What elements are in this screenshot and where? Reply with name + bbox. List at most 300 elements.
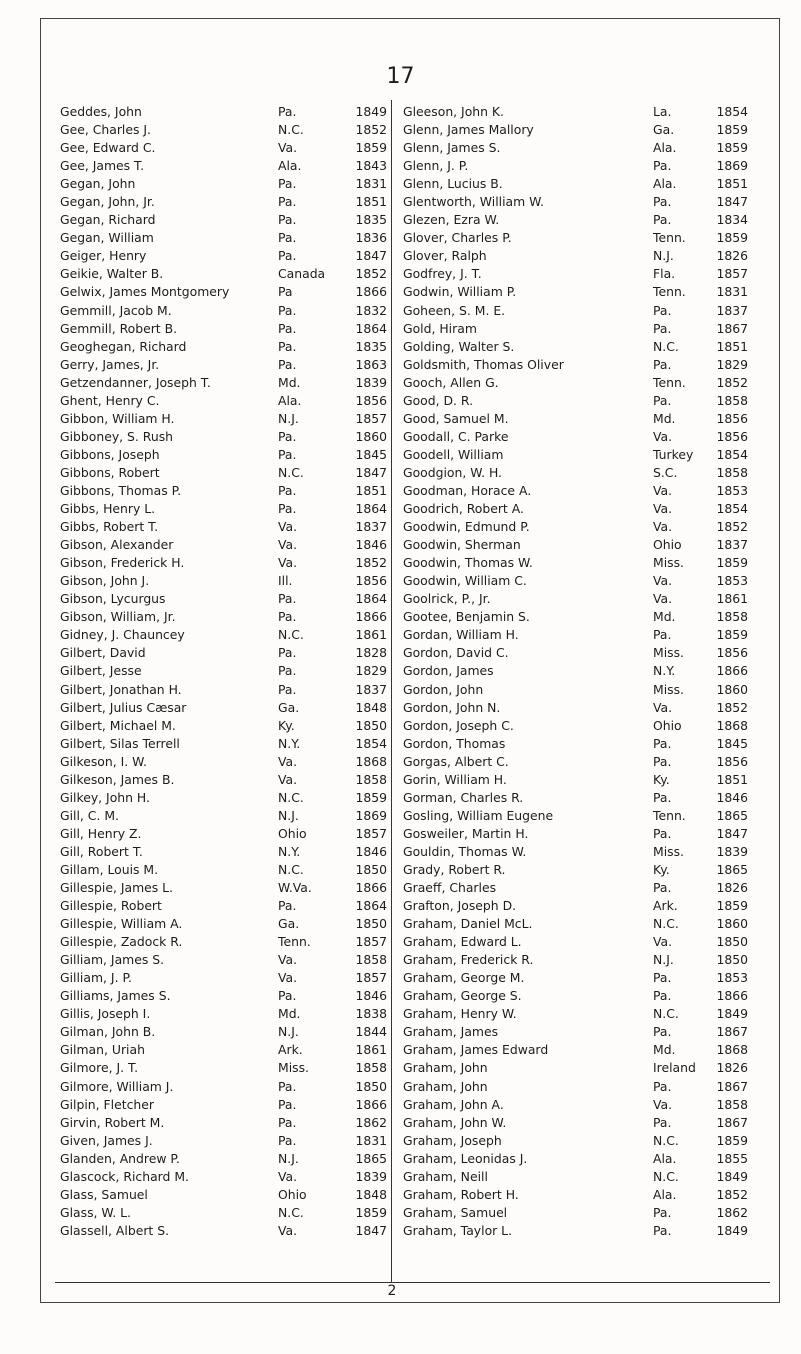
entry-name: Gilbert, Julius Cæsar xyxy=(60,699,187,715)
list-item xyxy=(403,933,748,951)
list-item xyxy=(403,410,748,428)
entry-name: Graham, George S. xyxy=(403,988,522,1004)
entry-name: Grady, Robert R. xyxy=(403,861,506,877)
entry-year: 1859 xyxy=(716,627,748,643)
entry-state: Va. xyxy=(653,934,673,950)
entry-state: Tenn. xyxy=(653,230,686,246)
entry-year: 1860 xyxy=(716,916,748,932)
column-divider xyxy=(391,100,392,1282)
entry-year: 1859 xyxy=(716,555,748,571)
entry-name: Gillam, Louis M. xyxy=(60,861,159,877)
entry-name: Glenn, James S. xyxy=(403,140,501,156)
entry-year: 1846 xyxy=(355,843,387,859)
entry-state: Fla. xyxy=(653,266,676,282)
list-item xyxy=(60,175,387,193)
entry-year: 1831 xyxy=(716,284,748,300)
entry-year: 1855 xyxy=(716,1150,748,1166)
entry-name: Gillespie, William A. xyxy=(60,916,183,932)
entry-year: 1866 xyxy=(355,609,387,625)
entry-year: 1860 xyxy=(355,428,387,444)
entry-state: Pa. xyxy=(653,194,672,210)
entry-year: 1859 xyxy=(355,1204,387,1220)
entry-state: N.J. xyxy=(278,410,299,426)
entry-year: 1857 xyxy=(355,825,387,841)
list-item xyxy=(60,247,387,265)
entry-name: Graham, Samuel xyxy=(403,1204,508,1220)
entry-name: Gidney, J. Chauncey xyxy=(60,627,185,643)
entry-name: Gegan, John xyxy=(60,176,136,192)
entry-name: Given, James J. xyxy=(60,1132,153,1148)
entry-state: La. xyxy=(653,104,672,119)
entry-name: Gilbert, Michael M. xyxy=(60,717,176,733)
entry-year: 1849 xyxy=(716,1222,748,1238)
entry-year: 1861 xyxy=(355,1042,387,1058)
entry-year: 1832 xyxy=(355,302,387,318)
entry-year: 1859 xyxy=(355,789,387,805)
list-item xyxy=(403,608,748,626)
entry-name: Gordan, William H. xyxy=(403,627,519,643)
entry-state: N.J. xyxy=(653,952,674,968)
list-item xyxy=(403,356,748,374)
entry-year: 1846 xyxy=(716,789,748,805)
entry-name: Graham, John A. xyxy=(403,1096,504,1112)
entry-name: Gill, Henry Z. xyxy=(60,825,142,841)
entry-name: Gibbons, Robert xyxy=(60,464,160,480)
entry-year: 1867 xyxy=(716,1078,748,1094)
list-item xyxy=(60,1078,387,1096)
entry-name: Gillespie, Robert xyxy=(60,898,162,914)
list-item xyxy=(60,951,387,969)
entry-name: Gouldin, Thomas W. xyxy=(403,843,527,859)
list-item xyxy=(60,320,387,338)
entry-name: Goodman, Horace A. xyxy=(403,482,532,498)
entry-name: Graham, Henry W. xyxy=(403,1006,517,1022)
list-item xyxy=(403,951,748,969)
entry-year: 1858 xyxy=(355,1060,387,1076)
list-item xyxy=(60,392,387,410)
entry-name: Gegan, Richard xyxy=(60,212,156,228)
entry-name: Glentworth, William W. xyxy=(403,194,544,210)
entry-state: Ala. xyxy=(278,158,302,174)
entry-year: 1866 xyxy=(355,1096,387,1112)
entry-name: Glassell, Albert S. xyxy=(60,1222,170,1238)
list-item xyxy=(403,1096,748,1114)
entry-name: Gosling, William Eugene xyxy=(403,807,554,823)
entry-year: 1854 xyxy=(716,501,748,517)
list-item xyxy=(60,969,387,987)
entry-state: Ohio xyxy=(653,537,682,553)
entry-name: Glezen, Ezra W. xyxy=(403,212,500,228)
list-item xyxy=(403,320,748,338)
list-item xyxy=(60,374,387,392)
entry-year: 1859 xyxy=(716,1132,748,1148)
entry-state: Pa. xyxy=(278,212,297,228)
list-item xyxy=(403,536,748,554)
entry-state: Pa. xyxy=(653,970,672,986)
entry-state: N.C. xyxy=(278,1204,304,1220)
entry-state: Ohio xyxy=(278,1186,307,1202)
entry-state: Pa. xyxy=(653,627,672,643)
list-item xyxy=(60,662,387,680)
list-item xyxy=(60,139,387,157)
entry-name: Graham, George M. xyxy=(403,970,525,986)
list-item xyxy=(60,825,387,843)
entry-name: Gordon, John xyxy=(403,681,484,697)
list-item xyxy=(403,338,748,356)
entry-year: 1851 xyxy=(355,482,387,498)
entry-state: N.Y. xyxy=(278,735,301,751)
list-item xyxy=(403,247,748,265)
entry-name: Glenn, Lucius B. xyxy=(403,176,503,192)
list-item xyxy=(60,1059,387,1077)
entry-state: Ky. xyxy=(653,771,670,787)
entry-state: Pa. xyxy=(278,898,297,914)
entry-name: Gibbons, Thomas P. xyxy=(60,482,182,498)
entry-state: Ala. xyxy=(653,140,677,156)
entry-year: 1859 xyxy=(716,898,748,914)
list-item xyxy=(403,283,748,301)
entry-state: N.J. xyxy=(278,1150,299,1166)
entry-name: Gordon, Joseph C. xyxy=(403,717,514,733)
entry-year: 1850 xyxy=(355,916,387,932)
list-item xyxy=(403,103,748,121)
list-item xyxy=(60,518,387,536)
entry-name: Gordon, James xyxy=(403,663,494,679)
entry-year: 1851 xyxy=(716,771,748,787)
entry-name: Gibbon, William H. xyxy=(60,410,175,426)
entry-year: 1863 xyxy=(355,356,387,372)
entry-year: 1826 xyxy=(716,1060,748,1076)
entry-name: Gilpin, Fletcher xyxy=(60,1096,154,1112)
list-item xyxy=(60,428,387,446)
list-item xyxy=(403,175,748,193)
entry-year: 1849 xyxy=(716,1168,748,1184)
entry-state: N.C. xyxy=(278,464,304,480)
entry-state: W.Va. xyxy=(278,880,312,896)
entry-state: Tenn. xyxy=(653,284,686,300)
entry-state: Pa. xyxy=(278,356,297,372)
list-item xyxy=(60,536,387,554)
entry-name: Gordon, Thomas xyxy=(403,735,506,751)
entry-year: 1857 xyxy=(355,970,387,986)
entry-state: N.C. xyxy=(278,122,304,138)
list-item xyxy=(403,572,748,590)
entry-state: Pa xyxy=(278,284,293,300)
entry-name: Glass, Samuel xyxy=(60,1186,148,1202)
entry-state: Pa. xyxy=(278,1114,297,1130)
entry-state: Pa. xyxy=(653,789,672,805)
list-item xyxy=(403,554,748,572)
entry-state: Pa. xyxy=(278,104,297,119)
entry-year: 1837 xyxy=(716,302,748,318)
entry-state: Ark. xyxy=(278,1042,303,1058)
entry-state: Miss. xyxy=(278,1060,309,1076)
entry-state: N.J. xyxy=(278,807,299,823)
entry-year: 1846 xyxy=(355,988,387,1004)
entry-state: Md. xyxy=(653,609,676,625)
list-item xyxy=(60,807,387,825)
list-item xyxy=(60,410,387,428)
entry-state: Pa. xyxy=(278,194,297,210)
bottom-rule xyxy=(55,1282,770,1283)
entry-state: Pa. xyxy=(653,212,672,228)
entry-state: Va. xyxy=(278,140,298,156)
list-item xyxy=(60,500,387,518)
entry-name: Geikie, Walter B. xyxy=(60,266,164,282)
list-item xyxy=(403,735,748,753)
list-item xyxy=(60,681,387,699)
list-item xyxy=(60,356,387,374)
entry-state: N.C. xyxy=(653,916,679,932)
list-item xyxy=(403,753,748,771)
list-item xyxy=(60,1186,387,1204)
list-item xyxy=(60,879,387,897)
entry-name: Gibbs, Robert T. xyxy=(60,519,159,535)
list-item xyxy=(60,1150,387,1168)
entry-state: Ala. xyxy=(653,1186,677,1202)
list-item xyxy=(60,1023,387,1041)
entry-name: Gilbert, Jesse xyxy=(60,663,142,679)
entry-name: Gorgas, Albert C. xyxy=(403,753,509,769)
list-item xyxy=(60,735,387,753)
list-item xyxy=(403,915,748,933)
entry-name: Gilliam, James S. xyxy=(60,952,165,968)
entry-name: Gillis, Joseph I. xyxy=(60,1006,151,1022)
entry-state: Va. xyxy=(653,591,673,607)
list-item xyxy=(403,121,748,139)
entry-year: 1865 xyxy=(355,1150,387,1166)
list-item xyxy=(403,1023,748,1041)
entry-year: 1851 xyxy=(355,194,387,210)
list-item xyxy=(403,428,748,446)
entry-name: Glanden, Andrew P. xyxy=(60,1150,180,1166)
entry-year: 1862 xyxy=(355,1114,387,1130)
entry-state: Va. xyxy=(653,482,673,498)
entry-year: 1858 xyxy=(716,609,748,625)
entry-year: 1868 xyxy=(716,1042,748,1058)
entry-name: Gemmill, Robert B. xyxy=(60,320,178,336)
entry-name: Goodwin, Sherman xyxy=(403,537,521,553)
entry-year: 1866 xyxy=(716,663,748,679)
entry-year: 1867 xyxy=(716,1024,748,1040)
entry-year: 1847 xyxy=(355,248,387,264)
entry-name: Golding, Walter S. xyxy=(403,338,515,354)
entry-year: 1849 xyxy=(355,104,387,119)
entry-year: 1852 xyxy=(355,555,387,571)
entry-year: 1837 xyxy=(355,519,387,535)
entry-state: Va. xyxy=(278,1168,298,1184)
list-item xyxy=(60,861,387,879)
list-item xyxy=(403,211,748,229)
entry-year: 1853 xyxy=(716,970,748,986)
entry-state: Pa. xyxy=(653,158,672,174)
entry-name: Goodwin, Thomas W. xyxy=(403,555,533,571)
entry-state: Md. xyxy=(653,410,676,426)
entry-state: Pa. xyxy=(278,176,297,192)
entry-state: Pa. xyxy=(653,988,672,1004)
entry-state: Pa. xyxy=(653,356,672,372)
entry-state: N.J. xyxy=(278,1024,299,1040)
entry-state: Pa. xyxy=(653,1204,672,1220)
entry-name: Glover, Ralph xyxy=(403,248,487,264)
entry-state: Va. xyxy=(278,519,298,535)
entry-name: Gillespie, James L. xyxy=(60,880,173,896)
page-number: 17 xyxy=(386,64,415,89)
entry-year: 1837 xyxy=(355,681,387,697)
entry-state: Va. xyxy=(653,428,673,444)
list-item xyxy=(60,193,387,211)
entry-state: N.Y. xyxy=(653,663,676,679)
entry-state: Tenn. xyxy=(653,807,686,823)
entry-name: Goodwin, Edmund P. xyxy=(403,519,530,535)
entry-year: 1828 xyxy=(355,645,387,661)
entry-year: 1864 xyxy=(355,320,387,336)
entry-state: Ohio xyxy=(653,717,682,733)
list-item xyxy=(60,265,387,283)
list-item xyxy=(403,861,748,879)
entry-name: Glover, Charles P. xyxy=(403,230,512,246)
entry-year: 1857 xyxy=(355,934,387,950)
entry-year: 1865 xyxy=(716,807,748,823)
entry-state: Va. xyxy=(278,771,298,787)
entry-name: Godwin, William P. xyxy=(403,284,517,300)
list-item xyxy=(60,717,387,735)
right-column xyxy=(403,103,748,1240)
entry-name: Gordon, John N. xyxy=(403,699,501,715)
list-item xyxy=(403,302,748,320)
entry-name: Gilmore, J. T. xyxy=(60,1060,139,1076)
entry-year: 1850 xyxy=(355,717,387,733)
entry-state: Pa. xyxy=(653,1222,672,1238)
entry-state: Va. xyxy=(653,519,673,535)
list-item xyxy=(403,626,748,644)
entry-state: Pa. xyxy=(653,302,672,318)
entry-state: Miss. xyxy=(653,645,684,661)
list-item xyxy=(403,987,748,1005)
entry-year: 1843 xyxy=(355,158,387,174)
entry-state: Pa. xyxy=(278,320,297,336)
entry-year: 1853 xyxy=(716,573,748,589)
entry-name: Gilliam, J. P. xyxy=(60,970,132,986)
entry-year: 1864 xyxy=(355,898,387,914)
entry-name: Goodgion, W. H. xyxy=(403,464,502,480)
list-item xyxy=(60,1114,387,1132)
entry-name: Geiger, Henry xyxy=(60,248,147,264)
entry-year: 1839 xyxy=(355,374,387,390)
list-item xyxy=(403,662,748,680)
entry-name: Gegan, John, Jr. xyxy=(60,194,155,210)
entry-name: Gosweiler, Martin H. xyxy=(403,825,529,841)
entry-state: N.C. xyxy=(653,1168,679,1184)
entry-year: 1866 xyxy=(355,880,387,896)
entry-name: Gibson, John J. xyxy=(60,573,150,589)
list-item xyxy=(60,121,387,139)
entry-name: Glascock, Richard M. xyxy=(60,1168,189,1184)
list-item xyxy=(403,446,748,464)
entry-year: 1854 xyxy=(716,104,748,119)
entry-year: 1861 xyxy=(716,591,748,607)
entry-state: Ala. xyxy=(653,176,677,192)
list-item xyxy=(403,392,748,410)
entry-state: Ohio xyxy=(278,825,307,841)
entry-year: 1847 xyxy=(355,464,387,480)
entry-year: 1862 xyxy=(716,1204,748,1220)
entry-year: 1848 xyxy=(355,1186,387,1202)
list-item xyxy=(403,139,748,157)
entry-year: 1844 xyxy=(355,1024,387,1040)
entry-year: 1867 xyxy=(716,1114,748,1130)
entry-year: 1836 xyxy=(355,230,387,246)
entry-name: Gleeson, John K. xyxy=(403,104,505,119)
list-item xyxy=(403,1041,748,1059)
entry-year: 1826 xyxy=(716,880,748,896)
entry-year: 1866 xyxy=(716,988,748,1004)
entry-state: Ireland xyxy=(653,1060,696,1076)
entry-name: Graham, Frederick R. xyxy=(403,952,534,968)
entry-year: 1849 xyxy=(716,1006,748,1022)
entry-name: Gee, Charles J. xyxy=(60,122,151,138)
entry-year: 1845 xyxy=(355,446,387,462)
entry-name: Gibboney, S. Rush xyxy=(60,428,173,444)
list-item xyxy=(60,554,387,572)
entry-year: 1834 xyxy=(716,212,748,228)
entry-year: 1838 xyxy=(355,1006,387,1022)
entry-name: Gibbons, Joseph xyxy=(60,446,160,462)
entry-state: N.C. xyxy=(278,627,304,643)
entry-year: 1850 xyxy=(716,952,748,968)
entry-year: 1852 xyxy=(355,122,387,138)
list-item xyxy=(403,229,748,247)
entry-state: N.C. xyxy=(653,1006,679,1022)
entry-state: Ark. xyxy=(653,898,678,914)
entry-name: Getzendanner, Joseph T. xyxy=(60,374,211,390)
entry-year: 1869 xyxy=(355,807,387,823)
entry-name: Goodrich, Robert A. xyxy=(403,501,524,517)
list-item xyxy=(403,1132,748,1150)
list-item xyxy=(403,681,748,699)
entry-year: 1858 xyxy=(716,392,748,408)
entry-state: Md. xyxy=(278,1006,301,1022)
entry-year: 1850 xyxy=(716,934,748,950)
entry-state: N.C. xyxy=(653,338,679,354)
entry-year: 1851 xyxy=(716,338,748,354)
list-item xyxy=(60,1041,387,1059)
entry-state: Ky. xyxy=(653,861,670,877)
entry-year: 1852 xyxy=(716,519,748,535)
entry-year: 1856 xyxy=(716,753,748,769)
entry-state: Va. xyxy=(278,952,298,968)
entry-name: Goodell, William xyxy=(403,446,504,462)
entry-state: S.C. xyxy=(653,464,678,480)
entry-year: 1846 xyxy=(355,537,387,553)
entry-year: 1851 xyxy=(716,176,748,192)
entry-name: Gemmill, Jacob M. xyxy=(60,302,172,318)
footer-number: 2 xyxy=(387,1283,397,1299)
entry-year: 1859 xyxy=(716,230,748,246)
entry-year: 1856 xyxy=(355,573,387,589)
entry-name: Graeff, Charles xyxy=(403,880,497,896)
list-item xyxy=(403,482,748,500)
entry-state: N.C. xyxy=(653,1132,679,1148)
list-item xyxy=(60,1132,387,1150)
list-item xyxy=(60,302,387,320)
entry-name: Gilbert, Silas Terrell xyxy=(60,735,180,751)
entry-name: Graham, Robert H. xyxy=(403,1186,519,1202)
entry-state: Pa. xyxy=(278,248,297,264)
entry-year: 1858 xyxy=(716,464,748,480)
list-item xyxy=(403,825,748,843)
list-item xyxy=(60,283,387,301)
